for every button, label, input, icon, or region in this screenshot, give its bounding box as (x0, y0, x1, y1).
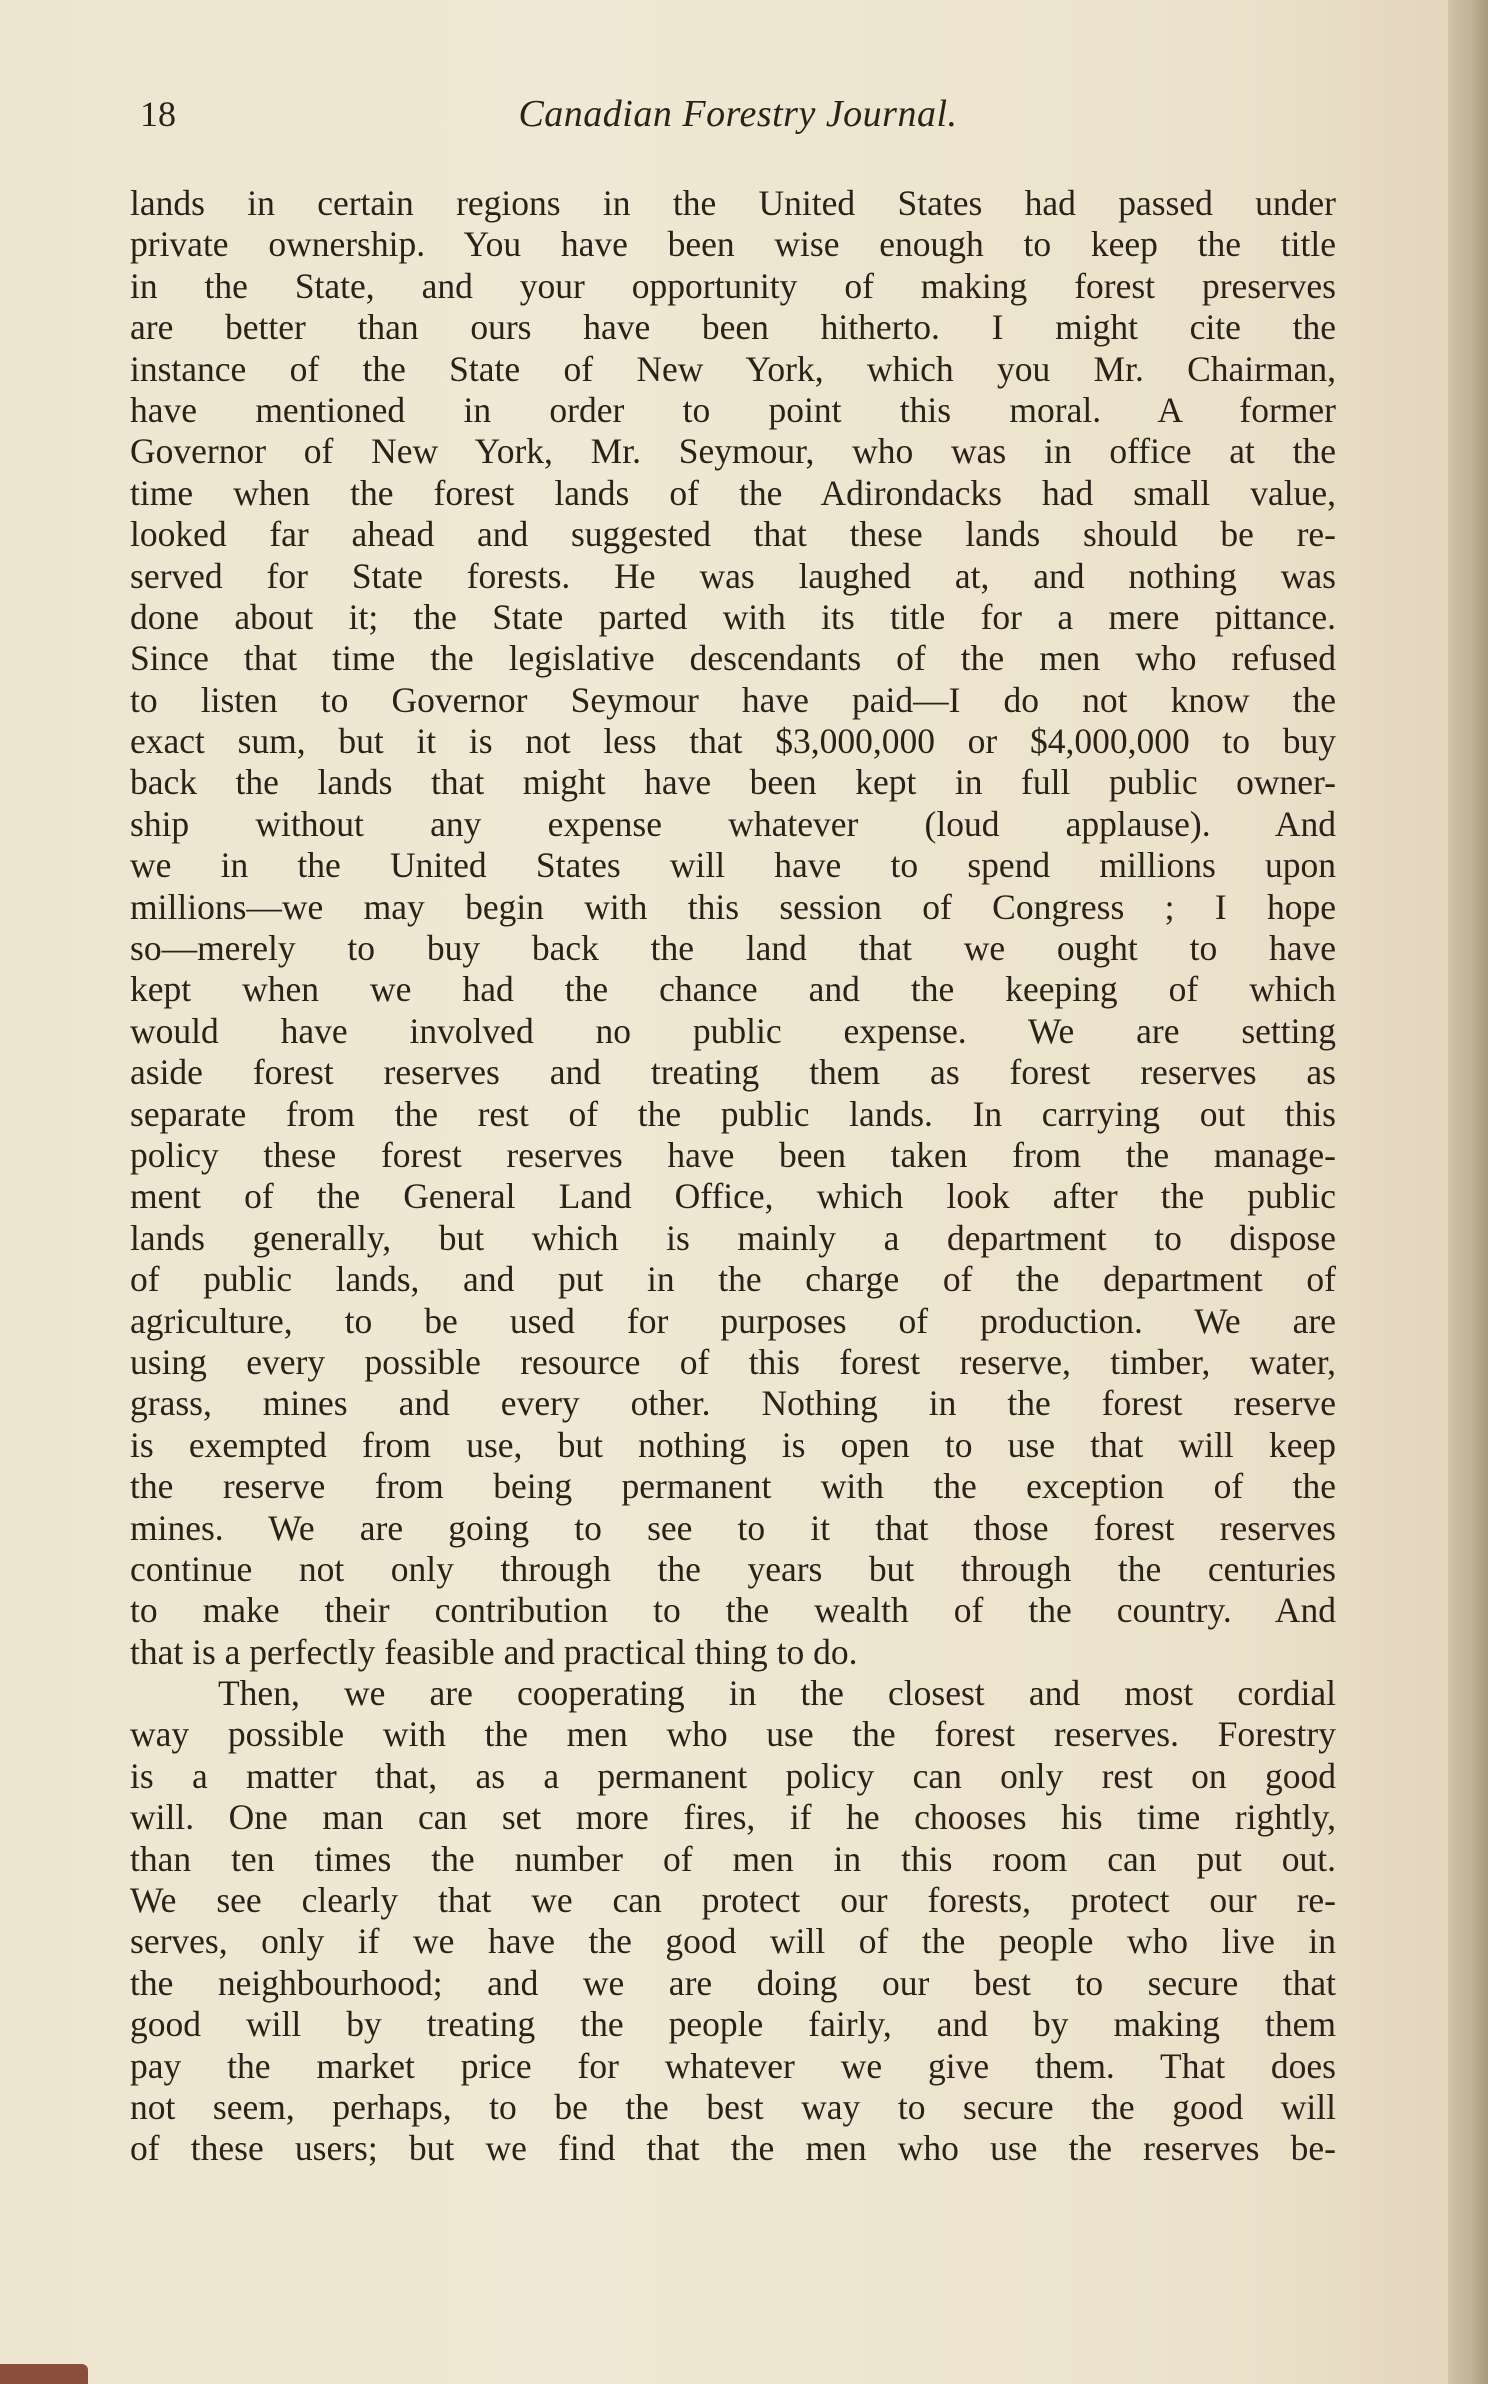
text-line: kept when we had the chance and the keeping of which (130, 969, 1336, 1010)
binding-edge (1448, 0, 1488, 2384)
text-line: to listen to Governor Seymour have paid—I do not know the (130, 679, 1336, 720)
text-line: will. One man can set more fires, if he chooses his time rightly, (130, 1797, 1336, 1838)
text-line: of these users; but we find that the men who use the reserves be- (130, 2128, 1336, 2169)
text-line: instance of the State of New York, which you Mr. Chairman, (130, 348, 1336, 389)
text-line: have mentioned in order to point this moral. A former (130, 389, 1336, 430)
text-line: would have involved no public expense. We are setting (130, 1010, 1336, 1051)
text-line: are better than ours have been hitherto. I might cite the (130, 307, 1336, 348)
text-line: than ten times the number of men in this room can put out. (130, 1838, 1336, 1879)
text-line: back the lands that might have been kept in full public owner- (130, 762, 1336, 803)
text-line: is a matter that, as a permanent policy can only rest on good (130, 1755, 1336, 1796)
text-line: serves, only if we have the good will of the people who live in (130, 1921, 1336, 1962)
text-line: the reserve from being permanent with the exception of the (130, 1466, 1336, 1507)
text-line: we in the United States will have to spend millions upon (130, 845, 1336, 886)
text-line: looked far ahead and suggested that these lands should be re- (130, 514, 1336, 555)
text-line: continue not only through the years but through the centuries (130, 1548, 1336, 1589)
text-line: time when the forest lands of the Adirondacks had small value, (130, 472, 1336, 513)
text-line: the neighbourhood; and we are doing our best to secure that (130, 1962, 1336, 2003)
text-line: Governor of New York, Mr. Seymour, who was in office at the (130, 431, 1336, 472)
text-line: ment of the General Land Office, which look after the public (130, 1176, 1336, 1217)
text-line: using every possible resource of this forest reserve, timber, water, (130, 1341, 1336, 1382)
text-line: served for State forests. He was laughed at, and nothing was (130, 555, 1336, 596)
text-line: agriculture, to be used for purposes of production. We are (130, 1300, 1336, 1341)
text-line: done about it; the State parted with its title for a mere pittance. (130, 596, 1336, 637)
text-line: way possible with the men who use the forest reserves. Forestry (130, 1714, 1336, 1755)
text-line: Since that time the legislative descendants of the men who refused (130, 638, 1336, 679)
text-line: so—merely to buy back the land that we ought to have (130, 928, 1336, 969)
page-corner-mark (0, 2364, 88, 2384)
text-line: millions—we may begin with this session of Congress ; I hope (130, 886, 1336, 927)
page-header (140, 88, 1336, 140)
text-line: lands in certain regions in the United States had passed under (130, 183, 1336, 223)
text-line: separate from the rest of the public lands. In carrying out this (130, 1093, 1336, 1134)
text-line: of public lands, and put in the charge of the department of (130, 1259, 1336, 1300)
page-number: 18 (140, 94, 176, 134)
text-line: pay the market price for whatever we give them. That does (130, 2045, 1336, 2086)
text-line: to make their contribution to the wealth of the country. And (130, 1590, 1336, 1631)
text-line: mines. We are going to see to it that those forest reserves (130, 1507, 1336, 1548)
text-line: grass, mines and every other. Nothing in the forest reserve (130, 1383, 1336, 1424)
text-line: private ownership. You have been wise enough to keep the title (130, 224, 1336, 265)
text-line: Then, we are cooperating in the closest and most cordial (218, 1673, 1336, 1714)
running-title: Canadian Forestry Journal. (518, 93, 958, 135)
text-line: in the State, and your opportunity of making forest preserves (130, 265, 1336, 306)
text-line: policy these forest reserves have been taken from the manage- (130, 1134, 1336, 1175)
text-line: not seem, perhaps, to be the best way to secure the good will (130, 2086, 1336, 2127)
text-line: ship without any expense whatever (loud applause). And (130, 803, 1336, 844)
body-text (130, 183, 1336, 2170)
text-line: We see clearly that we can protect our forests, protect our re- (130, 1880, 1336, 1921)
text-line: exact sum, but it is not less that $3,000,000 or $4,000,000 to buy (130, 721, 1336, 762)
text-line: that is a perfectly feasible and practical thing to do. (130, 1631, 858, 1672)
text-line: lands generally, but which is mainly a department to dispose (130, 1217, 1336, 1258)
text-line: good will by treating the people fairly, and by making them (130, 2004, 1336, 2045)
text-line: is exempted from use, but nothing is open to use that will keep (130, 1424, 1336, 1465)
text-line: aside forest reserves and treating them as forest reserves as (130, 1052, 1336, 1093)
